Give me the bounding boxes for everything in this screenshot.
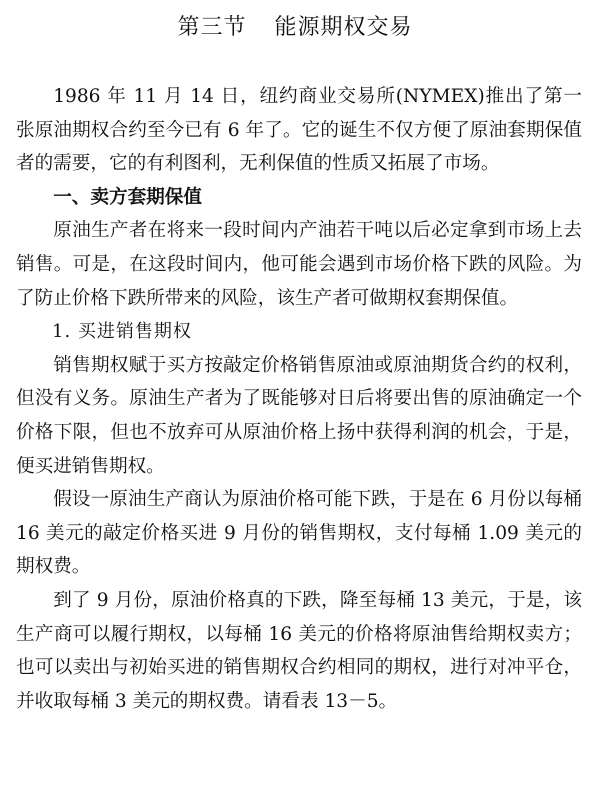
section-title: 能源期权交易 <box>274 15 413 40</box>
paragraph-producer-risk: 原油生产者在将来一段时间内产油若干吨以后必定拿到市场上去销售。可是，在这段时间内，他可能会遇到市场价格下跌的风险。为了防止价格下跌所带来的风险，该生产者可做期权套期保值。 <box>16 220 582 309</box>
paragraph-example-purchase: 假设一原油生产商认为原油价格可能下跌，于是在 6 月份以每桶 16 美元的敲定价格买进 9 月份的销售期权，支付每桶 1.09 美元的期权费。 <box>16 489 582 578</box>
section-heading <box>0 10 590 41</box>
intro-paragraph: 1986 年 11 月 14 日，纽约商业交易所(NYMEX)推出了第一张原油期权合约至今已有 6 年了。它的诞生不仅方便了原油套期保值者的需要，它的有利图利，无利保值的性质又拓展了市场。 <box>16 86 582 175</box>
paragraph-put-option-definition: 销售期权赋于买方按敲定价格销售原油或原油期货合约的权利，但没有义务。原油生产者为了既能够对日后将要出售的原油确定一个价格下限，但也不放弃可从原油价格上扬中获得利润的机会，于是，便买进销售期权。 <box>16 354 582 477</box>
subheading-buy-put-option: 1. 买进销售期权 <box>52 321 192 343</box>
section-number: 第三节 <box>177 15 247 40</box>
document-body <box>16 80 582 718</box>
paragraph-example-outcome: 到了 9 月份，原油价格真的下跌，降至每桶 13 美元，于是，该生产商可以履行期权，以每桶 16 美元的价格将原油售给期权卖方；也可以卖出与初始买进的销售期权合约相同的期权，进行对冲平仓，并收取每桶 3 美元的期权费。请看表 13－5。 <box>16 589 582 712</box>
subheading-seller-hedge: 一、卖方套期保值 <box>53 186 202 208</box>
